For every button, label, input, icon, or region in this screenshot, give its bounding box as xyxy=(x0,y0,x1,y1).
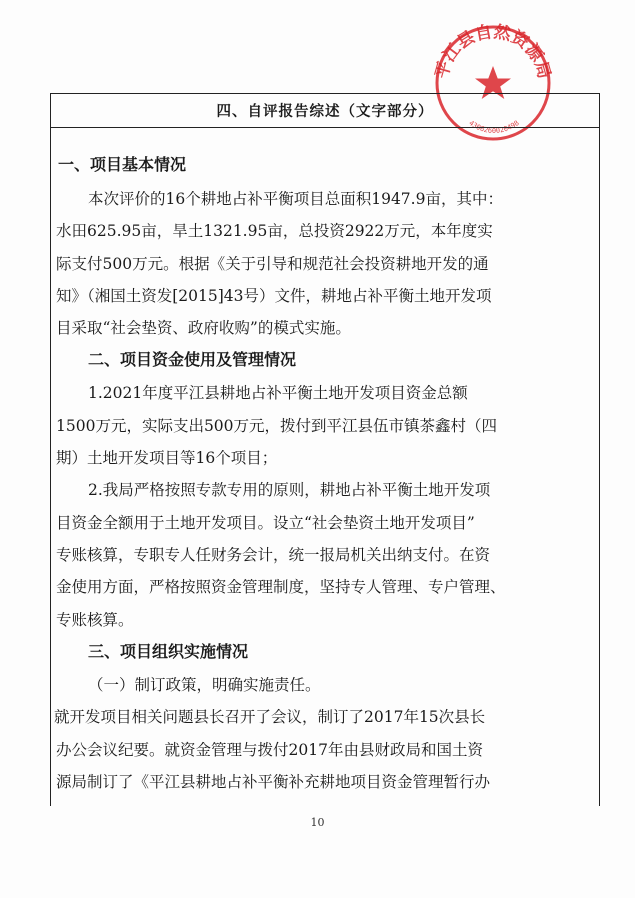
paragraph-line: 专账核算，专职专人任财务会计，统一报局机关出纳支付。在资 xyxy=(56,546,491,564)
paragraph-line: 水田625.95亩，旱土1321.95亩，总投资2922万元，本年度实 xyxy=(56,222,493,240)
paragraph-line: 专账核算。 xyxy=(56,611,134,629)
paragraph-line: 源局制订了《平江县耕地占补平衡补充耕地项目资金管理暂行办 xyxy=(56,773,491,791)
seal-code: 4306260020498 xyxy=(467,119,521,135)
section-heading-3: 三、项目组织实施情况 xyxy=(88,642,249,661)
page-number: 10 xyxy=(310,816,325,829)
paragraph-line: 1.2021年度平江县耕地占补平衡土地开发项目资金总额 xyxy=(88,384,468,402)
paragraph-line: 目采取“社会垫资、政府收购”的模式实施。 xyxy=(56,319,351,337)
report-title: 四、自评报告综述（文字部分） xyxy=(50,93,600,128)
paragraph-line: 2.我局严格按照专款专用的原则，耕地占补平衡土地开发项 xyxy=(88,481,491,499)
paragraph-line: 知》（湘国土资发[2015]43号）文件，耕地占补平衡土地开发项 xyxy=(56,287,492,305)
section-heading-2: 二、项目资金使用及管理情况 xyxy=(88,350,297,369)
paragraph-line: 本次评价的16个耕地占补平衡项目总面积1947.9亩，其中： xyxy=(88,190,503,208)
seal-text: 平江县自然资源局 xyxy=(432,22,554,81)
paragraph-line: 金使用方面，严格按照资金管理制度，坚持专人管理、专户管理、 xyxy=(56,578,506,596)
paragraph-line: 就开发项目相关问题县长召开了会议，制订了2017年15次县长 xyxy=(54,708,486,726)
paragraph-line: 1500万元，实际支出500万元，拨付到平江县伍市镇茶鑫村（四 xyxy=(56,417,498,435)
section-heading-1: 一、项目基本情况 xyxy=(58,155,187,174)
paragraph-line: 期）土地开发项目等16个项目； xyxy=(56,449,278,467)
paragraph-line: 办公会议纪要。就资金管理与拨付2017年由县财政局和国土资 xyxy=(56,741,483,759)
paragraph-line: （一）制订政策，明确实施责任。 xyxy=(88,676,321,694)
paragraph-line: 际支付500万元。根据《关于引导和规范社会投资耕地开发的通 xyxy=(56,255,489,273)
paragraph-line: 目资金全额用于土地开发项目。设立“社会垫资土地开发项目” xyxy=(56,514,475,532)
